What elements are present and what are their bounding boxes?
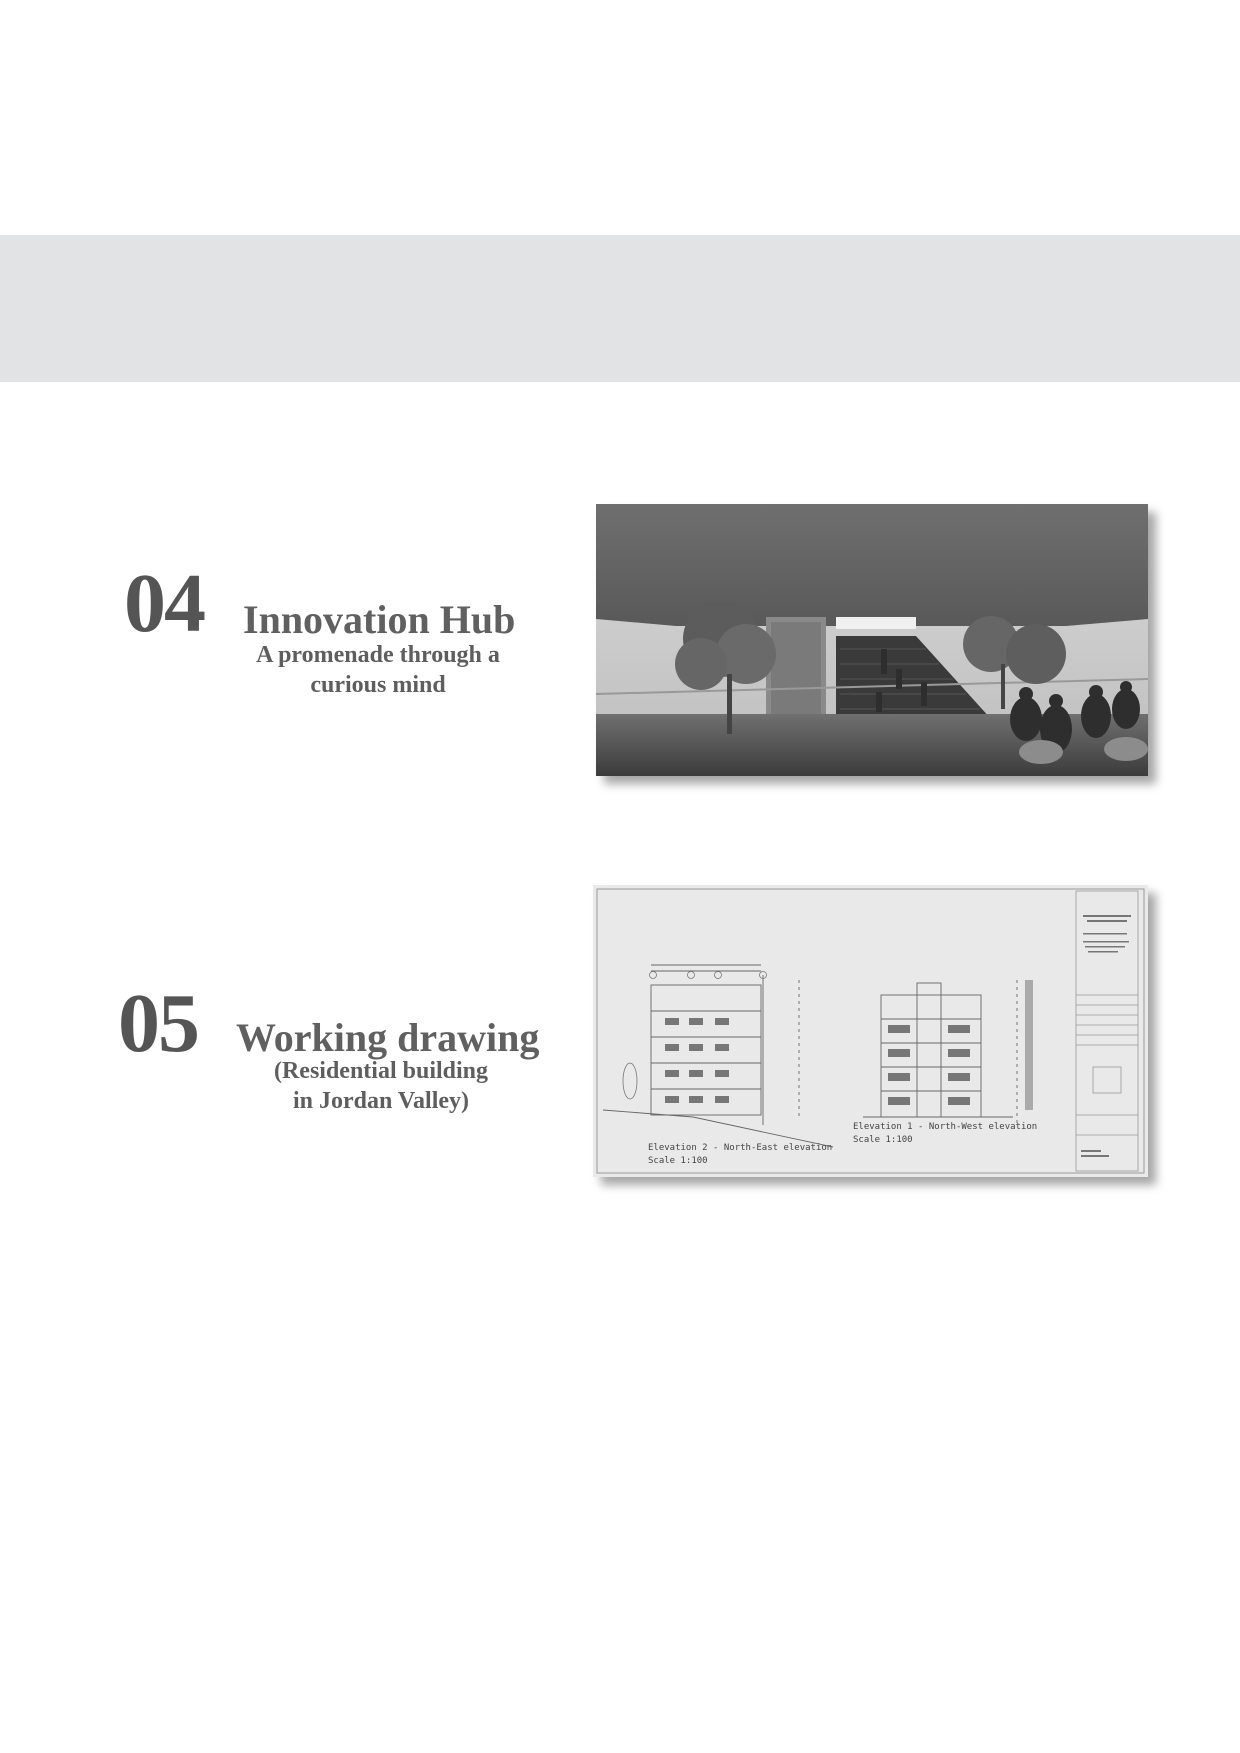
subtitle-line: curious mind	[310, 672, 446, 698]
render-illustration	[596, 504, 1148, 776]
header-band	[0, 235, 1240, 382]
subtitle-line: A promenade through a	[256, 642, 500, 668]
project-subtitle	[236, 1056, 526, 1116]
project-title: Working drawing	[236, 1015, 540, 1060]
project-number: 04	[124, 557, 204, 650]
subtitle-line: (Residential building	[273, 1058, 489, 1084]
cad-elevation-drawing	[593, 885, 1148, 1177]
elevation2-title: Elevation 2 - North-East elevation	[648, 1143, 833, 1153]
innovation-hub-render	[596, 504, 1148, 776]
elevation1-scale: Scale 1:100	[853, 1135, 913, 1145]
elevation2-scale: Scale 1:100	[648, 1156, 708, 1166]
project-number: 05	[118, 977, 198, 1070]
subtitle-line: in Jordan Valley)	[292, 1088, 470, 1114]
project-title: Innovation Hub	[243, 597, 516, 642]
project-subtitle	[244, 640, 512, 700]
elevation1-title: Elevation 1 - North-West elevation	[853, 1122, 1038, 1132]
working-drawing-sheet	[593, 885, 1148, 1177]
